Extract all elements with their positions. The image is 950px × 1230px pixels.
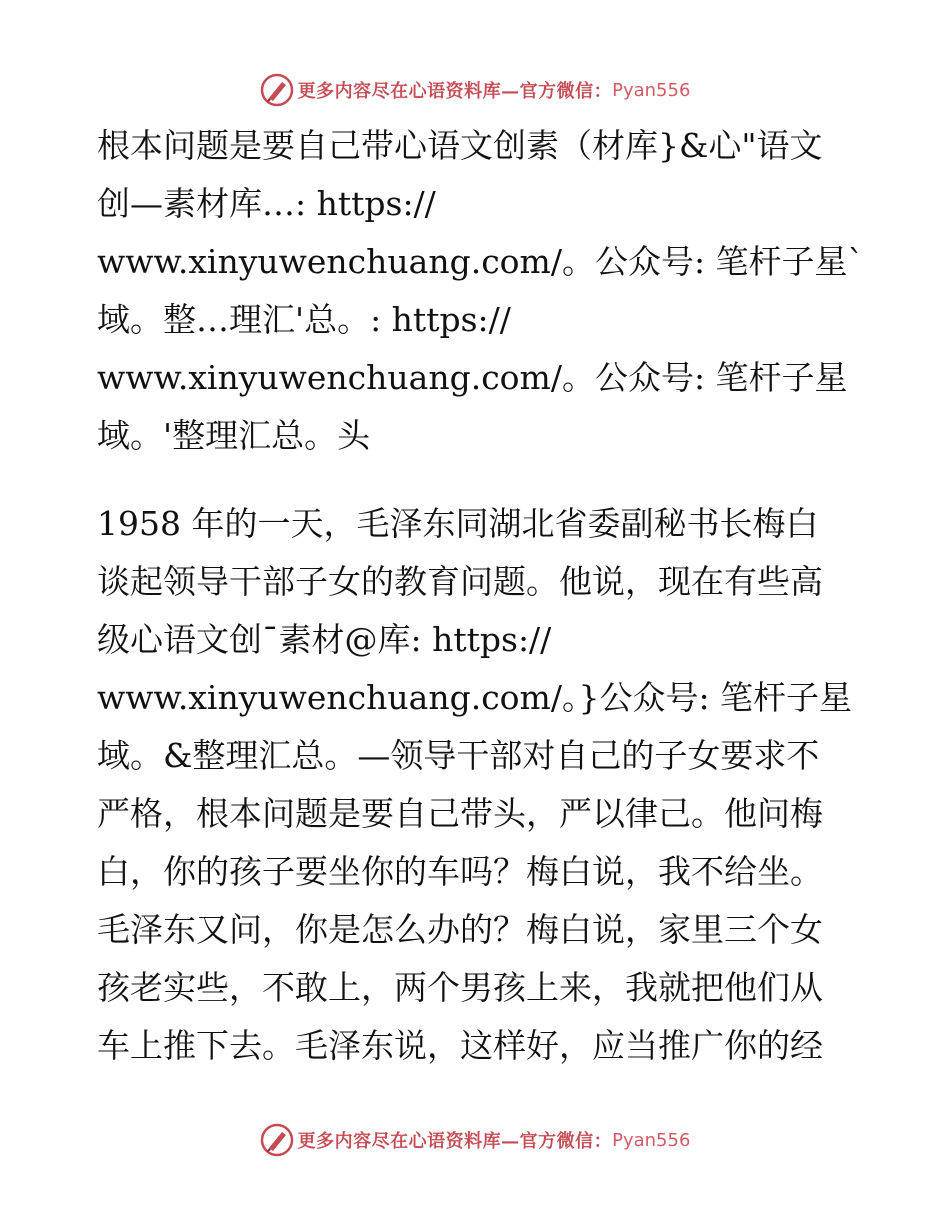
text-line: www.xinyuwenchuang.com/。}公众号: 笔杆子星 xyxy=(97,678,853,717)
watermark-text: 更多内容尽在心语资料库—官方微信： xyxy=(297,81,613,102)
watermark-text: 更多内容尽在心语资料库—官方微信： xyxy=(297,1131,613,1152)
text-line: 1958 年的一天，毛泽东同湖北省委副秘书长梅白 xyxy=(97,504,819,543)
text-line: 根本问题是要自己带心语文创素（材库}&心"语文 xyxy=(97,126,823,165)
header-watermark xyxy=(0,70,950,110)
footer-watermark xyxy=(0,1120,950,1160)
pen-logo-icon xyxy=(260,73,294,107)
text-line: 严格，根本问题是要自己带头，严以律己。他问梅 xyxy=(97,794,823,833)
text-line: www.xinyuwenchuang.com/。公众号: 笔杆子星` xyxy=(97,242,865,281)
pen-logo-icon xyxy=(260,1123,294,1157)
watermark-wechat-id: Pyan556 xyxy=(612,79,691,101)
text-line: 毛泽东又问，你是怎么办的？梅白说，家里三个女 xyxy=(97,910,823,949)
paragraph-1 xyxy=(97,117,865,465)
text-line: 谈起领导干部子女的教育问题。他说，现在有些高 xyxy=(97,562,823,601)
text-line: 域。整…理汇'总。: https:// xyxy=(97,300,511,339)
text-line: 创—素材库…: https:// xyxy=(97,184,436,223)
text-line: 级心语文创¯素材@库: https:// xyxy=(97,620,552,659)
text-line: 孩老实些，不敢上，两个男孩上来，我就把他们从 xyxy=(97,968,823,1007)
text-line: 域。'整理汇总。头 xyxy=(97,416,371,455)
document-body xyxy=(97,117,865,1075)
text-line: 域。&整理汇总。—领导干部对自己的子女要求不 xyxy=(97,736,820,775)
text-line: 白，你的孩子要坐你的车吗？梅白说，我不给坐。 xyxy=(97,852,823,891)
text-line: 车上推下去。毛泽东说，这样好，应当推广你的经 xyxy=(97,1026,823,1065)
watermark-wechat-id: Pyan556 xyxy=(612,1129,691,1151)
paragraph-2 xyxy=(97,495,857,1075)
paragraph-gap xyxy=(97,465,857,495)
text-line: www.xinyuwenchuang.com/。公众号: 笔杆子星 xyxy=(97,358,848,397)
